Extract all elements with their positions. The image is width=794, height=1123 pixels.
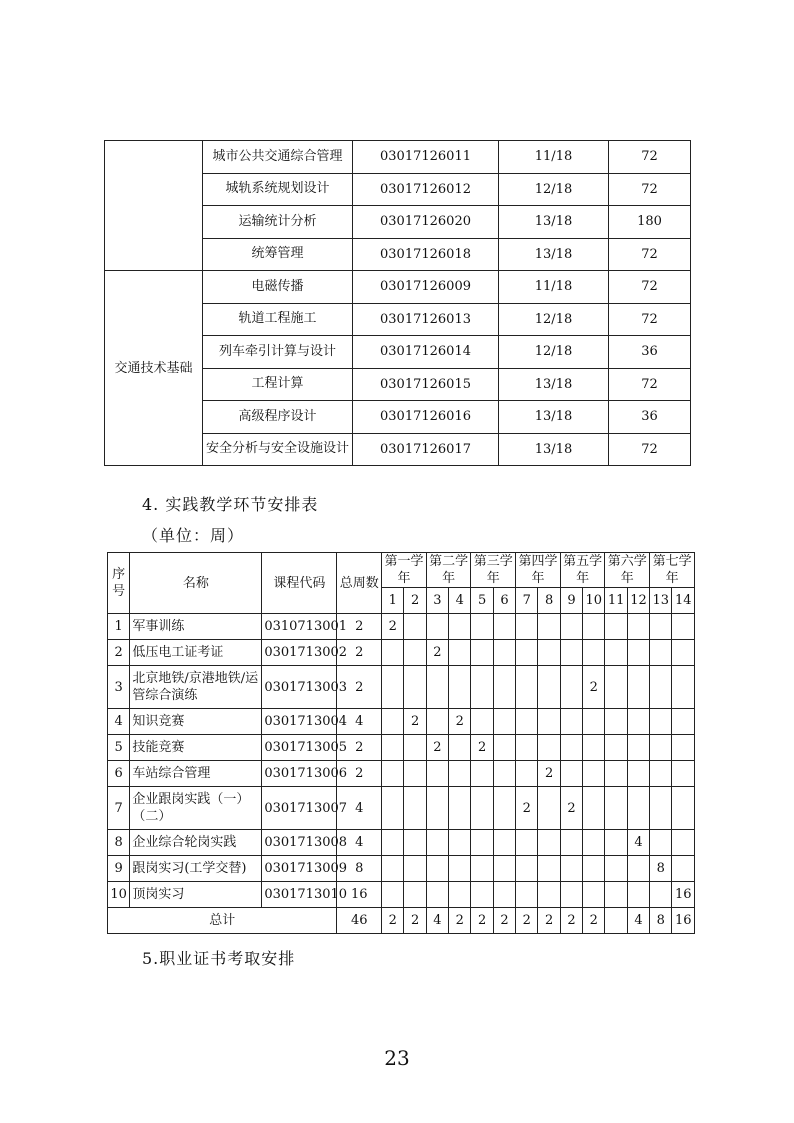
total-term-cell: 2 [404,908,426,934]
term-cell [449,614,471,640]
term-cell [516,709,538,735]
term-cell [650,709,672,735]
term-cell [382,856,404,882]
header-total-weeks: 总周数 [337,553,382,614]
row-weeks: 2 [337,666,382,709]
row-seq: 4 [108,709,130,735]
total-term-cell: 2 [560,908,582,934]
unit-note: （单位：周） [142,526,245,545]
term-cell: 4 [627,830,649,856]
row-name: 企业综合轮岗实践 [130,830,262,856]
table-row [108,787,695,830]
header-term: 4 [449,588,471,614]
term-cell [583,787,605,830]
total-term-cell: 2 [471,908,493,934]
row-seq: 9 [108,856,130,882]
term-cell [426,709,448,735]
term-cell [583,614,605,640]
term-cell [404,735,426,761]
term-cell [538,735,560,761]
total-term-cell: 2 [538,908,560,934]
term-cell [672,735,695,761]
table-row [108,856,695,882]
term-cell [627,666,649,709]
course-name: 安全分析与安全设施设计 [203,433,353,466]
total-term-cell: 4 [426,908,448,934]
term-cell [516,882,538,908]
course-code: 03017126009 [353,271,499,304]
header-term: 12 [627,588,649,614]
row-seq: 7 [108,787,130,830]
header-term: 11 [605,588,627,614]
row-code: 0301713003 [262,666,337,709]
total-term-cell: 8 [650,908,672,934]
header-term: 10 [583,588,605,614]
term-cell [426,761,448,787]
table-row [108,666,695,709]
term-cell [627,882,649,908]
term-cell [449,735,471,761]
term-cell [516,830,538,856]
row-code: 0301713006 [262,761,337,787]
course-hours: 72 [609,271,691,304]
term-cell [493,666,515,709]
term-cell [627,761,649,787]
table-row [105,271,691,304]
term-cell: 2 [538,761,560,787]
header-year-1: 第一学年 [382,553,427,588]
term-cell [493,761,515,787]
term-cell [583,882,605,908]
term-cell [583,709,605,735]
term-cell [650,882,672,908]
term-cell [404,666,426,709]
term-cell: 2 [583,666,605,709]
term-cell [560,830,582,856]
term-cell [516,856,538,882]
term-cell [382,787,404,830]
table-row [108,761,695,787]
header-year-3: 第三学年 [471,553,516,588]
header-term: 8 [538,588,560,614]
term-cell [516,666,538,709]
course-hours: 180 [609,206,691,239]
row-name: 北京地铁/京港地铁/运管综合演练 [130,666,262,709]
table-row [108,735,695,761]
course-name: 轨道工程施工 [203,303,353,336]
row-weeks: 8 [337,856,382,882]
row-code: 0301713002 [262,640,337,666]
term-cell [404,640,426,666]
course-table [104,140,691,466]
term-cell [560,614,582,640]
term-cell: 2 [516,787,538,830]
row-code: 0301713007 [262,787,337,830]
term-cell [382,735,404,761]
term-cell [493,640,515,666]
row-weeks: 2 [337,735,382,761]
course-code: 03017126013 [353,303,499,336]
term-cell [650,787,672,830]
term-cell [449,830,471,856]
section-4-heading: 4. 实践教学环节安排表 [142,495,319,514]
row-code: 0310713001 [262,614,337,640]
header-year-4: 第四学年 [516,553,561,588]
term-cell [471,787,493,830]
term-cell [650,614,672,640]
term-cell: 2 [426,735,448,761]
total-term-cell: 2 [516,908,538,934]
course-term: 13/18 [499,238,609,271]
term-cell [605,761,627,787]
course-hours: 36 [609,336,691,369]
term-cell [672,640,695,666]
row-seq: 6 [108,761,130,787]
term-cell [650,666,672,709]
term-cell [449,666,471,709]
table-row [108,614,695,640]
term-cell: 2 [560,787,582,830]
term-cell [382,761,404,787]
row-seq: 1 [108,614,130,640]
term-cell: 2 [471,735,493,761]
term-cell [538,640,560,666]
header-year-6: 第六学年 [605,553,650,588]
term-cell [605,735,627,761]
term-cell [493,614,515,640]
term-cell [493,882,515,908]
total-term-cell: 2 [449,908,471,934]
term-cell [471,830,493,856]
course-name: 统筹管理 [203,238,353,271]
header-term: 1 [382,588,404,614]
term-cell [605,614,627,640]
course-name: 高级程序设计 [203,401,353,434]
total-term-cell: 2 [493,908,515,934]
term-cell: 2 [449,709,471,735]
term-cell [449,640,471,666]
term-cell [627,787,649,830]
total-term-cell: 2 [583,908,605,934]
category-cell [105,141,203,271]
row-weeks: 4 [337,830,382,856]
course-hours: 72 [609,141,691,174]
term-cell [627,614,649,640]
table-row [108,709,695,735]
term-cell: 2 [426,640,448,666]
header-term: 5 [471,588,493,614]
row-seq: 2 [108,640,130,666]
total-row [108,908,695,934]
term-cell [627,735,649,761]
term-cell [493,830,515,856]
term-cell [426,666,448,709]
term-cell [516,761,538,787]
term-cell [672,614,695,640]
term-cell [449,787,471,830]
row-weeks: 4 [337,709,382,735]
term-cell [538,709,560,735]
total-weeks: 46 [337,908,382,934]
row-weeks: 2 [337,640,382,666]
term-cell [516,640,538,666]
term-cell [605,882,627,908]
term-cell [471,761,493,787]
row-seq: 3 [108,666,130,709]
term-cell [426,882,448,908]
row-name: 低压电工证考证 [130,640,262,666]
term-cell [560,640,582,666]
header-seq: 序号 [108,553,130,614]
term-cell [560,666,582,709]
term-cell [560,735,582,761]
term-cell [404,614,426,640]
term-cell [516,735,538,761]
term-cell [627,856,649,882]
term-cell [426,856,448,882]
term-cell [538,787,560,830]
term-cell [382,666,404,709]
term-cell [583,640,605,666]
table-row [105,141,691,174]
term-cell [672,787,695,830]
course-term: 13/18 [499,368,609,401]
header-term: 14 [672,588,695,614]
total-term-cell: 4 [627,908,649,934]
header-term: 7 [516,588,538,614]
row-seq: 10 [108,882,130,908]
header-term: 13 [650,588,672,614]
course-name: 运输统计分析 [203,206,353,239]
course-code: 03017126015 [353,368,499,401]
term-cell [516,614,538,640]
table-row [108,640,695,666]
course-term: 12/18 [499,336,609,369]
header-row-years [108,553,695,588]
term-cell [583,830,605,856]
term-cell [605,856,627,882]
header-term: 9 [560,588,582,614]
row-weeks: 16 [337,882,382,908]
course-term: 11/18 [499,141,609,174]
term-cell [650,640,672,666]
term-cell [471,640,493,666]
row-weeks: 4 [337,787,382,830]
term-cell [538,666,560,709]
term-cell [560,856,582,882]
term-cell [471,856,493,882]
course-code: 03017126018 [353,238,499,271]
category-cell: 交通技术基础 [105,271,203,466]
course-code: 03017126011 [353,141,499,174]
term-cell [560,882,582,908]
term-cell [672,666,695,709]
page-number: 23 [384,1046,410,1070]
row-code: 0301713008 [262,830,337,856]
term-cell [493,856,515,882]
row-name: 跟岗实习(工学交替) [130,856,262,882]
row-seq: 8 [108,830,130,856]
course-hours: 72 [609,433,691,466]
term-cell [583,735,605,761]
term-cell [538,856,560,882]
term-cell [605,640,627,666]
term-cell [493,787,515,830]
total-term-cell: 2 [382,908,404,934]
header-year-2: 第二学年 [426,553,471,588]
course-code: 03017126017 [353,433,499,466]
row-code: 0301713004 [262,709,337,735]
term-cell [627,709,649,735]
course-code: 03017126012 [353,173,499,206]
header-term: 6 [493,588,515,614]
course-term: 13/18 [499,206,609,239]
course-term: 12/18 [499,303,609,336]
row-code: 0301713009 [262,856,337,882]
term-cell [404,787,426,830]
term-cell [471,614,493,640]
row-name: 车站综合管理 [130,761,262,787]
course-hours: 36 [609,401,691,434]
course-code: 03017126016 [353,401,499,434]
term-cell: 8 [650,856,672,882]
course-hours: 72 [609,303,691,336]
course-hours: 72 [609,368,691,401]
term-cell [627,640,649,666]
term-cell [560,761,582,787]
row-name: 技能竞赛 [130,735,262,761]
row-name: 军事训练 [130,614,262,640]
term-cell [672,830,695,856]
row-code: 0301713005 [262,735,337,761]
course-hours: 72 [609,238,691,271]
table-row [108,882,695,908]
header-code: 课程代码 [262,553,337,614]
course-term: 13/18 [499,433,609,466]
row-weeks: 2 [337,614,382,640]
section-5-heading: 5.职业证书考取安排 [142,949,296,968]
course-name: 城市公共交通综合管理 [203,141,353,174]
header-year-5: 第五学年 [560,553,605,588]
term-cell [605,709,627,735]
term-cell [404,856,426,882]
term-cell [426,787,448,830]
term-cell [605,666,627,709]
course-name: 城轨系统规划设计 [203,173,353,206]
course-term: 11/18 [499,271,609,304]
term-cell [672,856,695,882]
row-name: 知识竞赛 [130,709,262,735]
header-year-7: 第七学年 [650,553,695,588]
term-cell [493,709,515,735]
term-cell [382,882,404,908]
course-name: 列车牵引计算与设计 [203,336,353,369]
term-cell [382,709,404,735]
term-cell [471,882,493,908]
course-code: 03017126014 [353,336,499,369]
term-cell [650,761,672,787]
term-cell [583,856,605,882]
term-cell [538,614,560,640]
term-cell [404,882,426,908]
term-cell: 2 [404,709,426,735]
term-cell [493,735,515,761]
term-cell [583,761,605,787]
practice-body [108,614,695,908]
term-cell: 16 [672,882,695,908]
term-cell [404,830,426,856]
total-label: 总计 [108,908,337,934]
course-name: 电磁传播 [203,271,353,304]
term-cell [382,830,404,856]
course-name: 工程计算 [203,368,353,401]
term-cell [426,614,448,640]
table-row [108,830,695,856]
total-term-cell: 16 [672,908,695,934]
course-term: 13/18 [499,401,609,434]
term-cell [605,830,627,856]
row-name: 顶岗实习 [130,882,262,908]
term-cell [538,882,560,908]
term-cell [449,882,471,908]
term-cell [538,830,560,856]
header-name: 名称 [130,553,262,614]
practice-schedule-table [107,552,695,934]
term-cell [560,709,582,735]
term-cell [650,735,672,761]
term-cell [672,761,695,787]
row-weeks: 2 [337,761,382,787]
term-cell [426,830,448,856]
term-cell [605,787,627,830]
row-name: 企业跟岗实践（一）（二） [130,787,262,830]
term-cell [471,709,493,735]
course-term: 12/18 [499,173,609,206]
term-cell: 2 [382,614,404,640]
term-cell [650,830,672,856]
total-term-cell [605,908,627,934]
term-cell [449,761,471,787]
header-term: 3 [426,588,448,614]
row-seq: 5 [108,735,130,761]
term-cell [471,666,493,709]
term-cell [404,761,426,787]
course-code: 03017126020 [353,206,499,239]
term-cell [672,709,695,735]
row-code: 0301713010 [262,882,337,908]
header-term: 2 [404,588,426,614]
term-cell [449,856,471,882]
term-cell [382,640,404,666]
course-hours: 72 [609,173,691,206]
